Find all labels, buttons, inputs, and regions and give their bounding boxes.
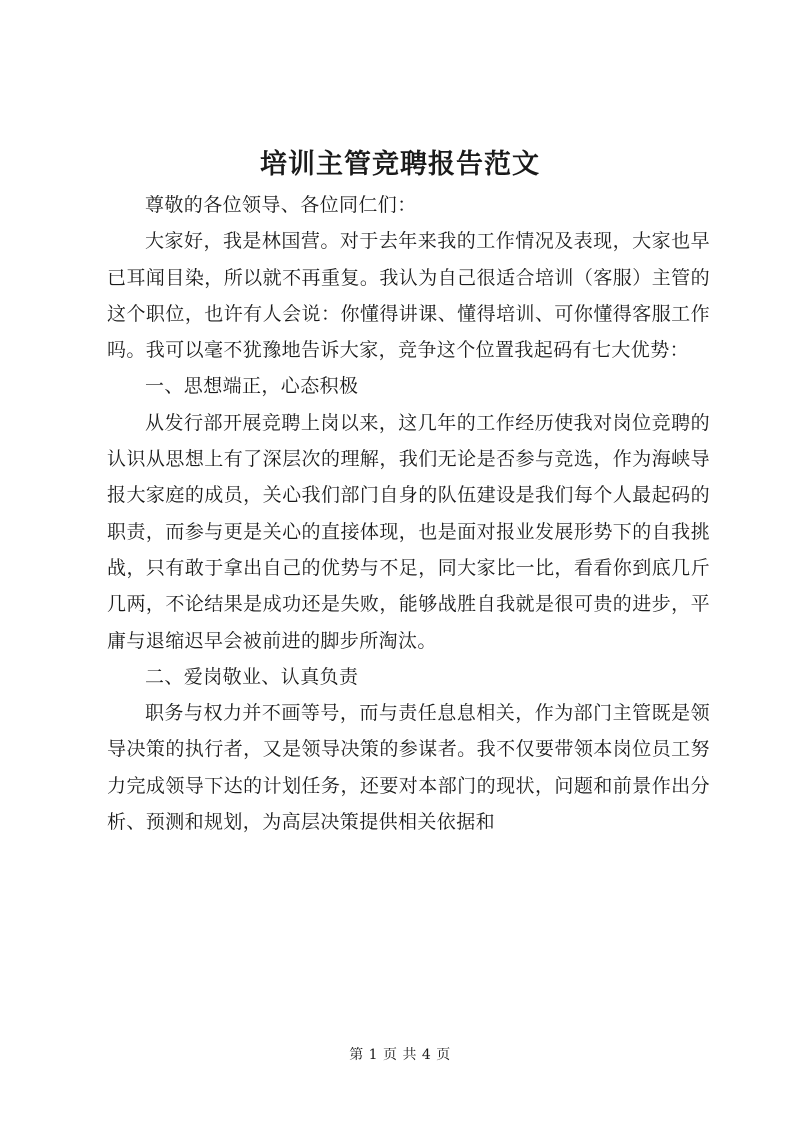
document-body	[107, 187, 710, 840]
body-paragraph: 职务与权力并不画等号，而与责任息息相关，作为部门主管既是领导决策的执行者，又是领导决策的参谋者。我不仅要带领本岗位员工努力完成领导下达的计划任务，还要对本部门的现状，问题和前景作出分析、预测和规划，为高层决策提供相关依据和	[107, 702, 710, 834]
section-heading: 二、爱岗敬业、认真负责	[145, 665, 359, 688]
salutation: 尊敬的各位领导、各位同仁们：	[145, 194, 417, 216]
document-title: 培训主管竞聘报告范文	[260, 149, 540, 180]
section-heading: 一、思想端正，心态积极	[145, 375, 359, 398]
body-paragraph: 从发行部开展竞聘上岗以来，这几年的工作经历使我对岗位竞聘的认识从思想上有了深层次的理解，我们无论是否参与竞选，作为海峡导报大家庭的成员，关心我们部门自身的队伍建设是我们每个人最起码的职责，而参与更是关心的直接体现，也是面对报业发展形势下的自我挑战，只有敢于拿出自己的优势与不足，同大家比一比，看看你到底几斤几两，不论结果是成功还是失败，能够战胜自我就是很可贵的进步，平庸与退缩迟早会被前进的脚步所淘汰。	[107, 411, 710, 652]
body-paragraph: 大家好，我是林国营。对于去年来我的工作情况及表现，大家也早已耳闻目染，所以就不再重复。我认为自己很适合培训（客服）主管的这个职位，也许有人会说：你懂得讲课、懂得培训、可你懂得客服工作吗。我可以毫不犹豫地告诉大家，竞争这个位置我起码有七大优势：	[107, 230, 710, 362]
page-number-footer: 第 1 页 共 4 页	[349, 1047, 451, 1063]
